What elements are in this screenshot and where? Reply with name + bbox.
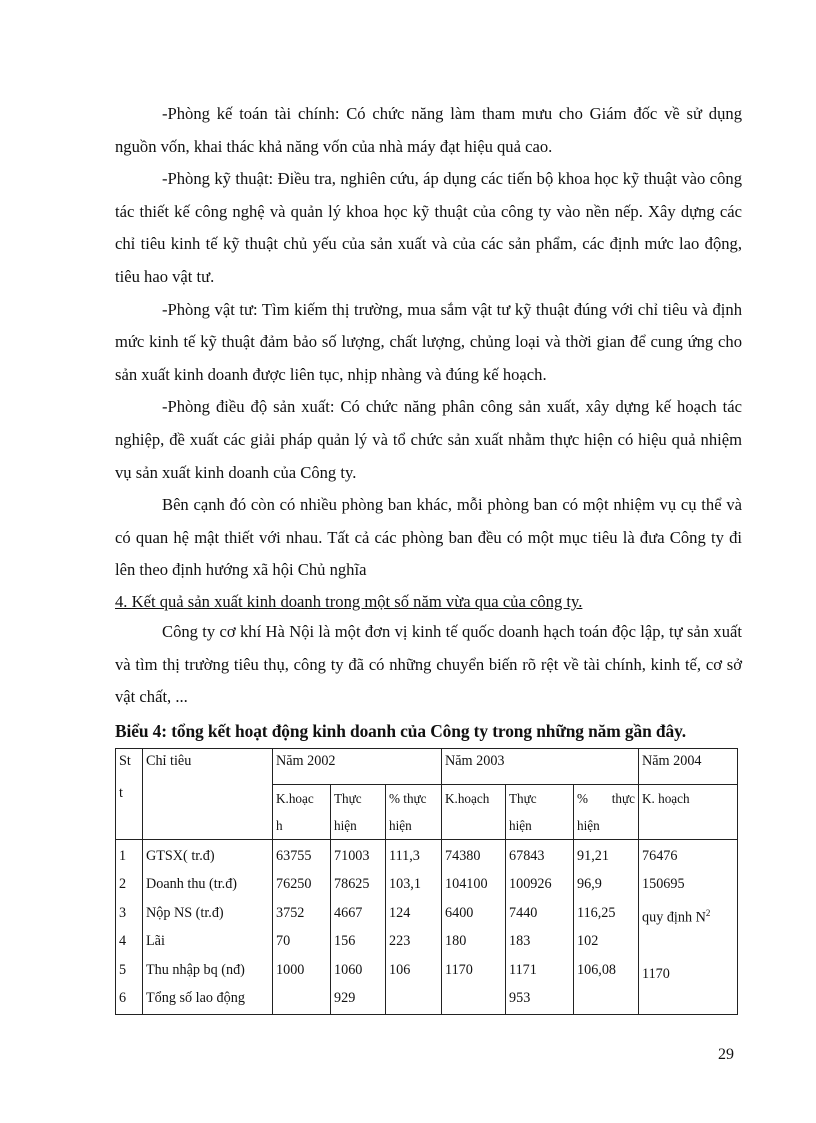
pct-2002-header: % thực hiện (386, 784, 442, 839)
actual-2003-header: Thực hiện (506, 784, 574, 839)
plan-2003-header: K.hoạch (442, 784, 506, 839)
indicator-header: Chỉ tiêu (143, 748, 273, 839)
col-plan-2004: 76476 150695 quy định $N^2$ 1170 (639, 839, 738, 1014)
year-2002-header: Năm 2002 (273, 748, 442, 784)
paragraph-technical-dept: -Phòng kỹ thuật: Điều tra, nghiên cứu, áp dụng các tiến bộ khoa học kỹ thuật vào công tác thiết kế công nghệ và quản lý khoa học kỹ thuật của công ty vào nền nếp. Xây dựng các chỉ tiêu kinh tế kỹ thuật chủ yếu của sản xuất và của các sản phẩm, các định mức lao động, tiêu hao vật tư. (115, 169, 742, 286)
paragraph-other-depts: Bên cạnh đó còn có nhiều phòng ban khác, mỗi phòng ban có một nhiệm vụ cụ thể và có quan hệ mật thiết với nhau. Tất cả các phòng ban đều có một mục tiêu là đưa Công ty đi lên theo định hướng xã hội Chủ nghĩa (115, 495, 742, 580)
pct-2003-header: % thực hiện (574, 784, 639, 839)
col-plan-2002: 63755 76250 3752 70 1000 (273, 839, 331, 1014)
plan-2002-header: K.hoạc h (273, 784, 331, 839)
table-caption: Biểu 4: tổng kết hoạt động kinh doanh của Công ty trong những năm gần đây. (115, 720, 686, 741)
actual-2002-header: Thực hiện (331, 784, 386, 839)
section-paragraph: Công ty cơ khí Hà Nội là một đơn vị kinh tế quốc doanh hạch toán độc lập, tự sản xuất và tìm thị trường tiêu thụ, công ty đã có những chuyển biến rõ rệt về tài chính, kinh tế, cơ sở vật chất, ... (115, 621, 742, 707)
section-heading: 4. Kết quả sản xuất kinh doanh trong một số năm vừa qua của công ty. (115, 591, 583, 611)
stt-header: St t (116, 748, 143, 839)
page-number: 29 (718, 1046, 734, 1063)
col-pct-2002: 111,3 103,1 124 223 106 (386, 839, 442, 1014)
col-pct-2003: 91,21 96,9 116,25 102 106,08 (574, 839, 639, 1014)
paragraph-finance-dept: -Phòng kế toán tài chính: Có chức năng làm tham mưu cho Giám đốc về sử dụng nguồn vốn, khai thác khả năng vốn của nhà máy đạt hiệu quả cao. (115, 104, 742, 156)
table-header-row (116, 748, 738, 784)
col-actual-2003: 67843 100926 7440 183 1171 953 (506, 839, 574, 1014)
business-results-table (115, 748, 738, 1015)
col-actual-2002: 71003 78625 4667 156 1060 929 (331, 839, 386, 1014)
page-content (115, 98, 742, 1015)
paragraph-production-dept: -Phòng điều độ sản xuất: Có chức năng phân công sản xuất, xây dựng kế hoạch tác nghiệp, đề xuất các giải pháp quản lý và tổ chức sản xuất nhằm thực hiện có hiệu quả nhiệm vụ sản xuất kinh doanh của Công ty. (115, 397, 742, 482)
col-plan-2003: 74380 104100 6400 180 1170 (442, 839, 506, 1014)
col-stt: 1 2 3 4 5 6 (116, 839, 143, 1014)
plan-2004-header: K. hoạch (639, 784, 738, 839)
table-data-row (116, 839, 738, 1014)
year-2004-header: Năm 2004 (639, 748, 738, 784)
paragraph-materials-dept: -Phòng vật tư: Tìm kiếm thị trường, mua sắm vật tư kỹ thuật đúng với chỉ tiêu và định mức kinh tế kỹ thuật đảm bảo số lượng, chất lượng, chủng loại và thời gian để cung ứng cho sản xuất kinh doanh được liên tục, nhịp nhàng và đúng kế hoạch. (115, 299, 742, 384)
year-2003-header: Năm 2003 (442, 748, 639, 784)
col-indicator: GTSX( tr.đ) Doanh thu (tr.đ) Nộp NS (tr.đ) Lãi Thu nhập bq (nđ) Tổng số lao động (143, 839, 273, 1014)
